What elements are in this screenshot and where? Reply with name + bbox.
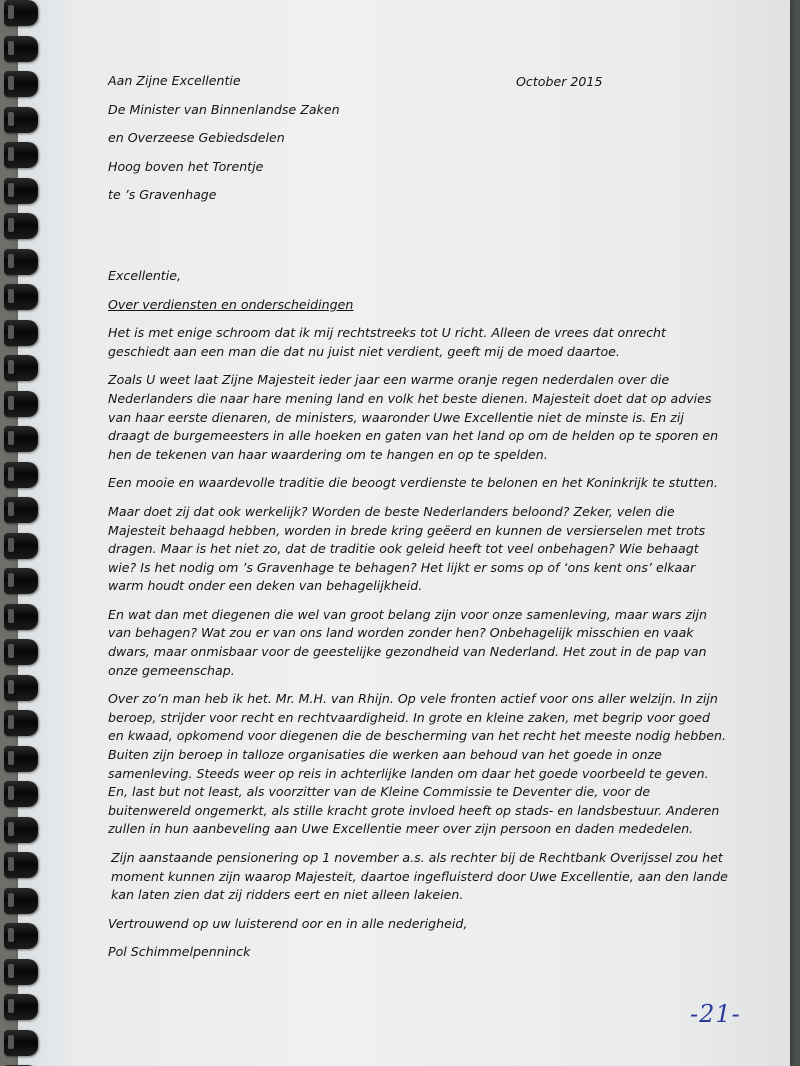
binding-ring	[4, 710, 38, 736]
paragraph-7: Zijn aanstaande pensionering op 1 november a.s. als rechter bij de Rechtbank Overijssel zou het moment kunnen zijn waarop Majesteit, daartoe ingefluisterd door Uwe Excellentie, aan den lande kan laten zien dat zij ridders eert en niet alleen lakeien.	[111, 850, 728, 903]
binding-ring	[4, 178, 38, 204]
binding-ring	[4, 355, 38, 381]
paragraph-2: Zoals U weet laat Zijne Majesteit ieder jaar een warme oranje regen nederdalen over die Nederlanders die naar hare mening land en volk het beste dienen. Majesteit doet dat op advies van haar eerste dienaren, de ministers, waaronder Uwe Excellentie niet de minste is. En zij draagt de burgemeesters in alle hoeken en gaten van het land op om de helden op te sporen en hen de tekenen van haar waardering om te hangen en op te spelden.	[108, 372, 719, 462]
binding-ring	[4, 675, 38, 701]
address-line-1: Aan Zijne Excellentie	[108, 73, 241, 88]
binding-ring	[4, 320, 38, 346]
paragraph-4: Maar doet zij dat ook werkelijk? Worden de beste Nederlanders beloond? Zeker, velen die Majesteit behaagd hebben, worden in brede kring geëerd en kunnen de versierselen met trots dragen. Maar is het niet zo, dat de traditie ook geleid heeft tot veel onbehagen? Wie behaagt wie? Is het nodig om ’s Gravenhage te behagen? Het lijkt er soms op of ‘ons kent ons’ elkaar warm houdt onder een deken van behagelijkheid.	[108, 503, 706, 594]
binding-ring	[4, 426, 38, 452]
paragraph-1: Het is met enige schroom dat ik mij rechtstreeks tot U richt. Alleen de vrees dat onrecht geschiedt aan een man die dat nu juist niet verdient, geeft mij de moed daartoe.	[108, 325, 666, 359]
binding-ring	[4, 604, 38, 630]
binding-ring	[4, 284, 38, 310]
closing-line: Vertrouwend op uw luisterend oor en in alle nederigheid,	[108, 915, 468, 931]
binding-ring	[4, 568, 38, 594]
paragraph-5: En wat dan met diegenen die wel van groot belang zijn voor onze samenleving, maar wars zijn van behagen? Wat zou er van ons land worden zonder hen? Onbehagelijk misschien en vaak dwars, maar onmisbaar voor de geestelijke gezondheid van Nederland. Het zout in de pap van onze gemeenschap.	[108, 606, 708, 678]
handwritten-page-number: -21-	[690, 1000, 741, 1028]
binding-ring	[4, 959, 38, 985]
binding-ring	[4, 0, 38, 26]
binding-ring	[4, 213, 38, 239]
salutation: Excellentie,	[108, 267, 181, 283]
binding-ring	[4, 888, 38, 914]
address-line-5: te ’s Gravenhage	[108, 187, 217, 203]
binding-ring	[4, 923, 38, 949]
binding-ring	[4, 107, 38, 133]
signature: Pol Schimmelpenninck	[108, 944, 251, 960]
binding-ring	[4, 781, 38, 807]
binding-ring	[4, 639, 38, 665]
binding-ring	[4, 817, 38, 843]
letter-body	[108, 72, 728, 962]
binding-ring	[4, 71, 38, 97]
binding-ring	[4, 1030, 38, 1056]
binding-ring	[4, 746, 38, 772]
binding-ring	[4, 994, 38, 1020]
binding-ring	[4, 249, 38, 275]
letter-date: October 2015	[516, 74, 603, 89]
address-line-4: Hoog boven het Torentje	[108, 158, 264, 174]
address-line-2: De Minister van Binnenlandse Zaken	[108, 101, 340, 117]
binding-ring	[4, 497, 38, 523]
subject-line: Over verdiensten en onderscheidingen	[108, 296, 354, 312]
binding-ring	[4, 142, 38, 168]
binding-ring	[4, 462, 38, 488]
binding-ring	[4, 852, 38, 878]
spiral-binding	[0, 0, 46, 1066]
paragraph-6: Over zo’n man heb ik het. Mr. M.H. van Rhijn. Op vele fronten actief voor ons aller welzijn. In zijn beroep, strijder voor recht en rechtvaardigheid. In grote en kleine zaken, met begrip voor goed en kwaad, opkomend voor diegenen die de bescherming van het recht het meeste nodig hebben. Buiten zijn beroep in talloze organisaties die werken aan behoud van het goede in onze samenleving. Steeds weer op reis in achterlijke landen om daar het goede voorbeeld te geven. En, last but not least, als voorzitter van de Kleine Commissie te Deventer die, voor de buitenwereld ongemerkt, als stille kracht grote invloed heeft op stads- en landsbestuur. Anderen zullen in hun aanbeveling aan Uwe Excellentie meer over zijn persoon en daden mededelen.	[108, 691, 726, 837]
binding-ring	[4, 391, 38, 417]
binding-ring	[4, 533, 38, 559]
address-line-3: en Overzeese Gebiedsdelen	[108, 130, 285, 146]
paragraph-3: Een mooie en waardevolle traditie die beoogt verdienste te belonen en het Koninkrijk te stutten.	[108, 475, 718, 491]
binding-ring	[4, 36, 38, 62]
